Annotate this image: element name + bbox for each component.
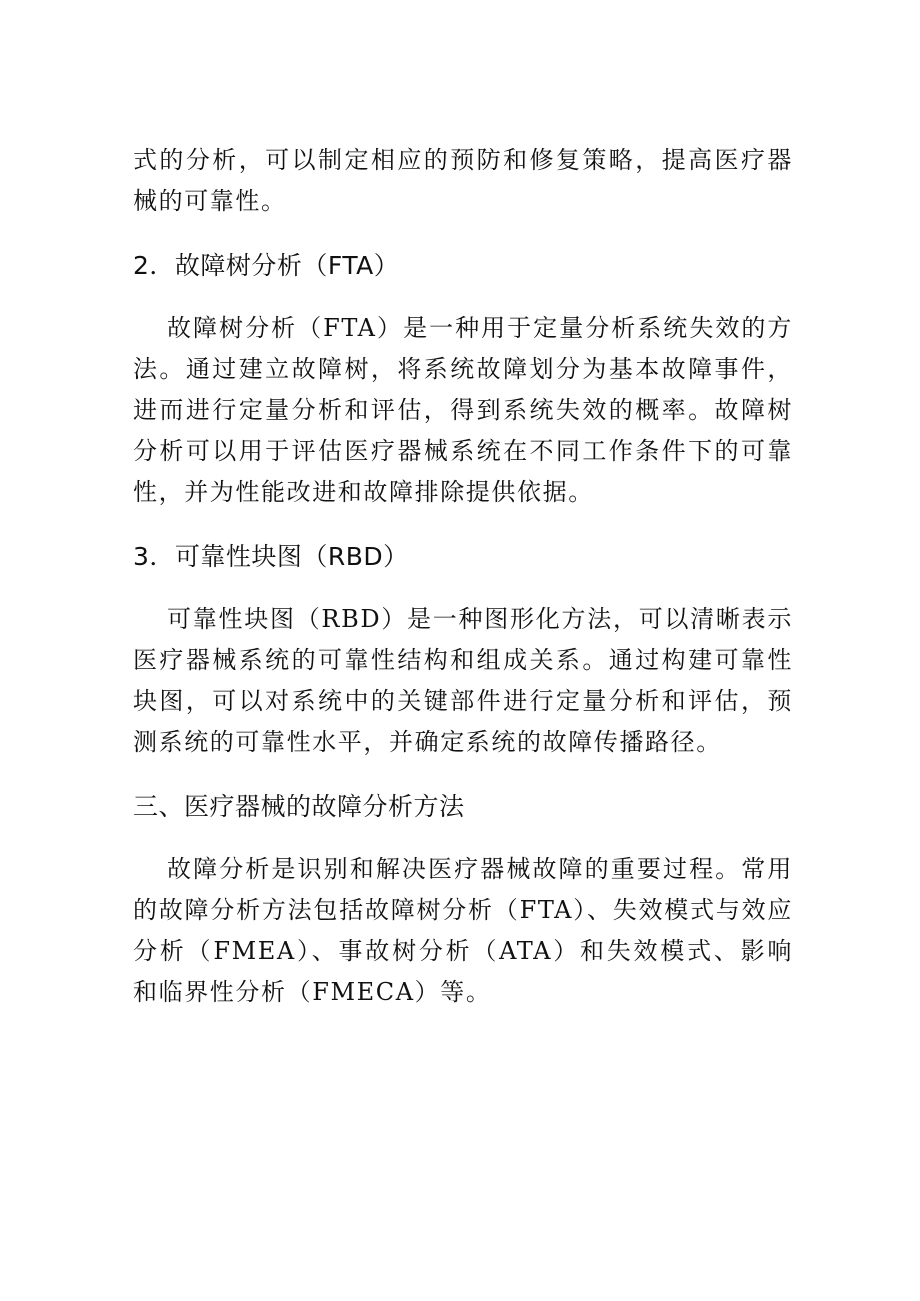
paragraph-section-3: 故障分析是识别和解决医疗器械故障的重要过程。常用的故障分析方法包括故障树分析（FTA）、失效模式与效应分析（FMEA）、事故树分析（ATA）和失效模式、影响和临界性分析（FMECA）等。	[133, 855, 793, 1006]
heading-fta: 2．故障树分析（FTA）	[133, 251, 400, 280]
spacer	[133, 825, 793, 849]
spacer	[133, 284, 793, 308]
paragraph-fta: 故障树分析（FTA）是一种用于定量分析系统失效的方法。通过建立故障树，将系统故障划分为基本故障事件，进而进行定量分析和评估，得到系统失效的概率。故障树分析可以用于评估医疗器械系统在不同工作条件下的可靠性，并为性能改进和故障排除提供依据。	[133, 314, 793, 506]
heading-section-3: 三、医疗器械的故障分析方法	[133, 792, 465, 821]
spacer	[133, 763, 793, 789]
heading-rbd: 3．可靠性块图（RBD）	[133, 542, 409, 571]
paragraph-rbd: 可靠性块图（RBD）是一种图形化方法，可以清晰表示医疗器械系统的可靠性结构和组成关系。通过构建可靠性块图，可以对系统中的关键部件进行定量分析和评估，预测系统的可靠性水平，并确定系统的故障传播路径。	[133, 605, 793, 756]
spacer	[133, 222, 793, 248]
paragraph-continuation: 式的分析，可以制定相应的预防和修复策略，提高医疗器械的可靠性。	[133, 146, 793, 215]
spacer	[133, 513, 793, 539]
spacer	[133, 575, 793, 599]
document-body	[133, 140, 793, 1013]
